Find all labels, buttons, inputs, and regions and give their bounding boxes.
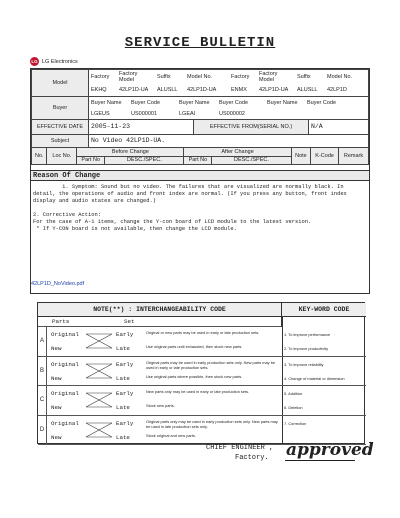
new-label: New [51, 345, 62, 352]
approved-stamp: approved [286, 440, 374, 460]
subject-value: No Video 42LP1D-UA. [89, 135, 369, 148]
row-description: Stock new parts. [146, 403, 175, 408]
subject-label: Subject [32, 135, 89, 148]
remark-header: Remark [339, 148, 369, 164]
interchange-row [38, 357, 366, 387]
buyer-header: Buyer Code [307, 99, 337, 106]
buyer-value [265, 108, 305, 119]
new-label: New [51, 374, 62, 382]
parts-set-row [38, 317, 282, 327]
page-title: SERVICE BULLETIN [124, 35, 276, 51]
loc-no-header: Loc No. [47, 148, 77, 164]
file-reference-link[interactable]: 42LP1D_NoVideo.pdf [31, 281, 85, 287]
model-header: Factory [91, 73, 110, 80]
buyer-header: Buyer Name [267, 99, 298, 106]
row-description: Original parts may be used in early production sets only. New parts may be used in early or late production sets. [146, 359, 276, 370]
model-value: ENMX [231, 86, 247, 93]
row-letter: B [38, 357, 47, 386]
keyword-code: 4. Change of material or dimension [284, 375, 345, 381]
buyer-header: Buyer Code [131, 99, 161, 106]
parts-label: Parts [52, 318, 70, 325]
before-change-header: Before Change [77, 148, 184, 156]
model-header: Factory Model [119, 70, 138, 83]
lg-logo-icon: LG [31, 59, 38, 64]
original-label: Original [51, 360, 79, 368]
interchange-arrow-icon [84, 361, 114, 381]
keyword-code: 1. To improve performance [284, 332, 331, 337]
model-header: Model No. [187, 73, 213, 80]
buyer-label: Buyer [32, 97, 89, 120]
model-value: 42LP1D [327, 86, 347, 93]
row-letter: A [38, 327, 47, 356]
original-label: Original [51, 331, 79, 338]
late-label: Late [116, 345, 130, 352]
model-value: ALUSLL [297, 86, 318, 93]
brand-name: LG Electronics [42, 58, 78, 65]
new-label: New [51, 404, 62, 411]
no-header: No. [32, 148, 47, 164]
interchange-row [38, 327, 366, 357]
interchange-arrow-icon [84, 420, 114, 440]
late-label: Late [116, 404, 130, 411]
interchange-arrow-icon [84, 331, 114, 351]
buyer-value [305, 108, 368, 119]
buyer-header: Buyer Name [179, 99, 210, 106]
early-label: Early [116, 331, 134, 338]
keyword-code: 3. To improve reliability [284, 361, 324, 367]
original-label: Original [51, 390, 79, 397]
model-value: 42LP1D-UA [119, 86, 149, 93]
early-label: Early [116, 419, 134, 427]
factory-label: Factory. [235, 454, 269, 462]
model-value: EKHQ [91, 86, 107, 93]
model-header: Factory [231, 73, 250, 80]
buyer-header: Buyer Name [91, 99, 122, 106]
interchange-row [38, 386, 366, 416]
row-description: New parts only may be used in early or late production sets. [146, 389, 250, 394]
row-description: Original or new parts may be used in early or late production sets. [146, 330, 260, 335]
original-label: Original [51, 419, 79, 427]
model-header: Factory Model [259, 70, 278, 83]
desc-header: DESC./SPEC. [212, 156, 291, 164]
interchangeability-legend [37, 302, 365, 444]
buyer-value: LGEAI [179, 110, 196, 117]
signature-line [285, 460, 355, 461]
row-description: Use original parts until exhausted, then stock new parts. [146, 344, 243, 349]
buyer-value: US000001 [131, 110, 157, 117]
chief-engineer-label: CHIEF ENGINEER , [206, 444, 274, 452]
reason-header: Reason Of Change [30, 170, 370, 181]
model-header: Model No. [327, 73, 353, 80]
note-header-title: NOTE(**) : INTERCHANGEABILITY CODE [38, 303, 282, 317]
model-value: ALUSLL [157, 86, 178, 93]
effective-from-label: EFFECTIVE FROM(SERIAL NO.) [194, 120, 309, 134]
bulletin-header-table [30, 68, 370, 171]
after-change-header: After Change [184, 148, 291, 156]
keyword-code: 2. To improve productivity [284, 346, 329, 351]
kcode-header: K-Code [311, 148, 339, 164]
model-label: Model [32, 70, 89, 97]
effective-date-value: 2005-11-23 [89, 120, 194, 134]
row-letter: D [38, 416, 47, 445]
late-label: Late [116, 374, 130, 382]
keyword-code: 7. Correction [284, 420, 307, 426]
keyword-code: 5. Addition [284, 391, 303, 396]
model-value: 42LP1D-UA [187, 86, 217, 93]
desc-header: DESC./SPEC. [105, 156, 184, 164]
keyword-header-title: KEY-WORD CODE [282, 303, 366, 317]
model-header: Suffix [157, 73, 171, 80]
set-label: Set [124, 318, 135, 325]
note-header: Note [291, 148, 311, 164]
early-label: Early [116, 360, 134, 368]
reason-text: 1. Symptom: Sound but no video. The failures that are visualized are normally black. In detail, the operations of audio and front index are normal. (If you press any button, front index display and audio states are changed.) 2. Corrective Action: For the case of A-1 items, change the Y-con board of LCD module to the latest version. * If Y-CON board is not available, then change the LCD module. [30, 181, 370, 294]
row-description: Stock original and new parts. [146, 432, 196, 438]
interchange-arrow-icon [84, 390, 114, 410]
serial-value: N/A [309, 120, 369, 134]
buyer-value: LGEUS [91, 110, 110, 117]
effective-date-label: EFFECTIVE DATE [32, 120, 89, 134]
early-label: Early [116, 390, 134, 397]
row-letter: C [38, 386, 47, 415]
model-header: Suffix [297, 73, 311, 80]
model-value: 42LP1D-UA [259, 86, 289, 93]
brand-logo [30, 57, 78, 66]
row-description: Use original parts where possible, then stock new parts. [146, 373, 243, 379]
buyer-header: Buyer Code [219, 99, 249, 106]
part-no-header: Part No [77, 156, 105, 164]
keyword-code: 6. Deletion [284, 405, 303, 410]
buyer-value: US000002 [219, 110, 245, 117]
part-no-header: Part No [184, 156, 212, 164]
new-label: New [51, 433, 62, 441]
late-label: Late [116, 433, 130, 441]
row-description: Original parts only may be used in early production sets only. New parts may be used in late production sets only. [146, 418, 278, 429]
